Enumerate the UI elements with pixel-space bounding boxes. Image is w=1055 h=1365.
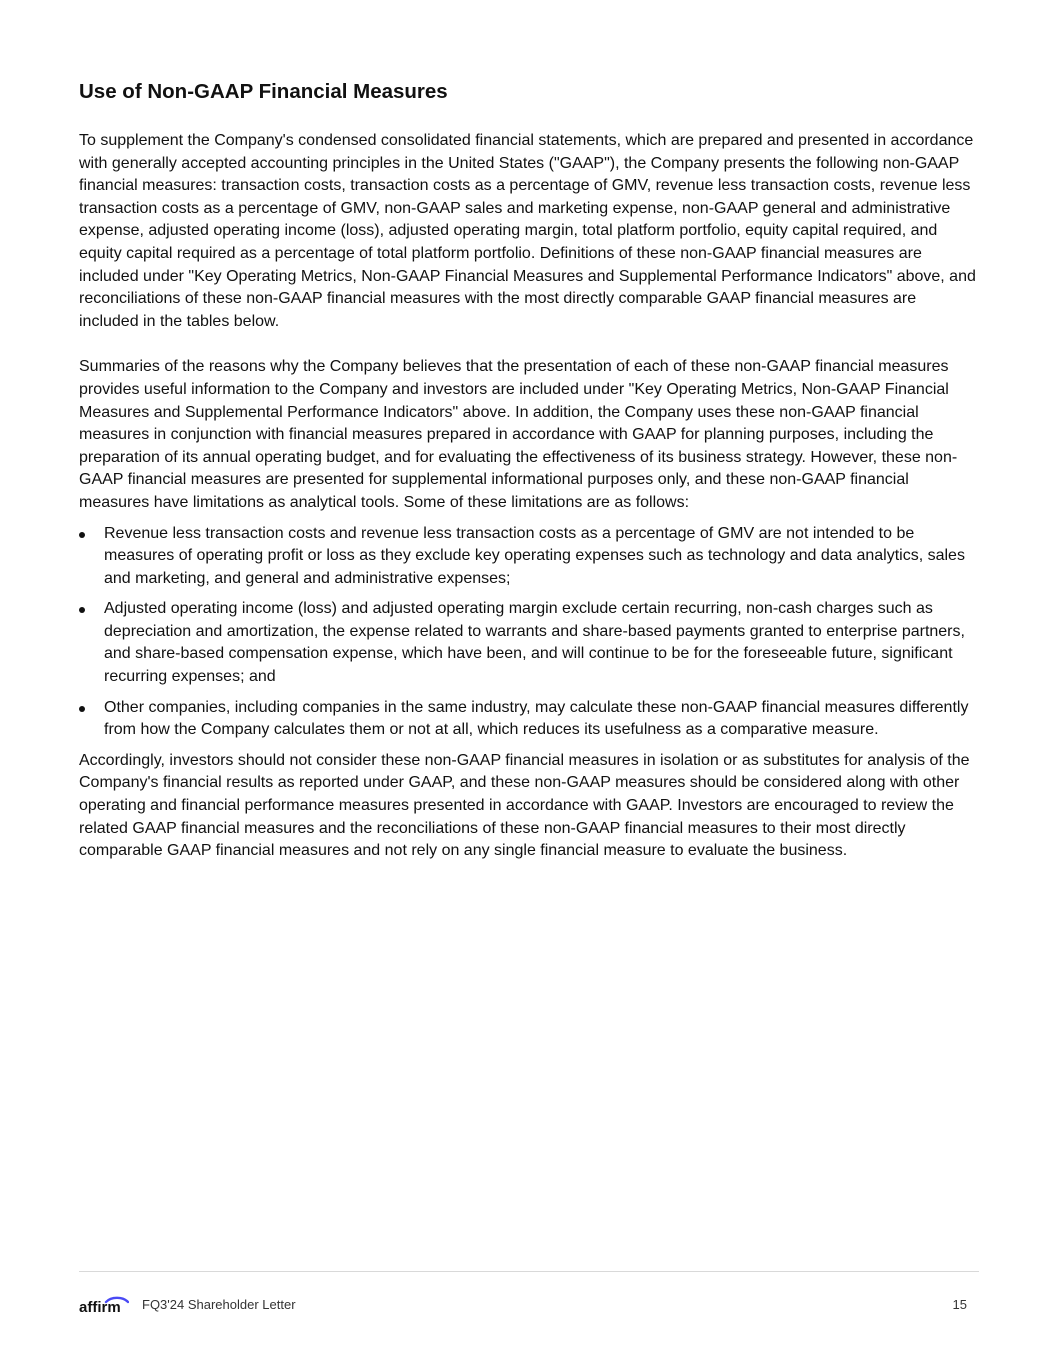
- footer-document-label: FQ3'24 Shareholder Letter: [142, 1297, 296, 1312]
- page-number: 15: [952, 1297, 967, 1312]
- page-title: Use of Non-GAAP Financial Measures: [79, 80, 448, 103]
- list-item: [79, 598, 979, 688]
- list-item: [79, 697, 979, 742]
- list-item-text: Revenue less transaction costs and revenue less transaction costs as a percentage of GMV are not intended to be measures of operating profit or loss as they exclude key operating expenses such as technology and data analytics, sales and marketing, and general and administrative expenses;: [104, 524, 965, 587]
- list-item: [79, 523, 979, 591]
- list-item-text: Adjusted operating income (loss) and adjusted operating margin exclude certain recurring, non-cash charges such as depreciation and amortization, the expense related to warrants and share-based payments granted to enterprise partners, and share-based compensation expense, which have been, and will continue to be for the foreseeable future, significant recurring expenses; and: [104, 600, 965, 686]
- bullet-dot-icon: [79, 607, 85, 613]
- body-content: [79, 130, 979, 863]
- logo-wordmark: affirm: [79, 1299, 121, 1315]
- list-item-text: Other companies, including companies in the same industry, may calculate these non-GAAP financial measures differently from how the Company calculates them or not at all, which reduces its usefulness as a comparative measure.: [104, 698, 969, 739]
- conclusion-paragraph: Accordingly, investors should not consider these non-GAAP financial measures in isolation or as substitutes for analysis of the Company's financial results as reported under GAAP, and these non-GAAP measures should be considered along with other operating and financial performance measures presented in accordance with GAAP. Investors are encouraged to review the related GAAP financial measures and the reconciliations of these non-GAAP financial measures to their most directly comparable GAAP financial measures and not rely on any single financial measure to evaluate the business.: [79, 751, 970, 860]
- affirm-logo: [79, 1291, 129, 1315]
- footer-divider: [79, 1271, 979, 1272]
- summary-paragraph: Summaries of the reasons why the Company believes that the presentation of each of these non-GAAP financial measures provides useful information to the Company and investors are included under "Key Operating Metrics, Non-GAAP Financial Measures and Supplemental Performance Indicators" above. In addition, the Company uses these non-GAAP financial measures in conjunction with financial measures prepared in accordance with GAAP for planning purposes, including the preparation of its annual operating budget, and for evaluating the effectiveness of its business strategy. However, these non-GAAP financial measures are presented for supplemental informational purposes only, and these non-GAAP financial measures have limitations as analytical tools. Some of these limitations are as follows:: [79, 358, 958, 511]
- limitations-list: [79, 523, 979, 742]
- bullet-dot-icon: [79, 706, 85, 712]
- intro-paragraph: To supplement the Company's condensed consolidated financial statements, which are prepared and presented in accordance with generally accepted accounting principles in the United States ("GAAP"), the Company presents the following non-GAAP financial measures: transaction costs, transaction costs as a percentage of GMV, revenue less transaction costs, revenue less transaction costs as a percentage of GMV, non-GAAP sales and marketing expense, non-GAAP general and administrative expense, adjusted operating income (loss), adjusted operating margin, total platform portfolio, equity capital required, and equity capital required as a percentage of total platform portfolio. Definitions of these non-GAAP financial measures are included under "Key Operating Metrics, Non-GAAP Financial Measures and Supplemental Performance Indicators" above, and reconciliations of these non-GAAP financial measures with the most directly comparable GAAP financial measures are included in the tables below.: [79, 132, 976, 330]
- bullet-dot-icon: [79, 532, 85, 538]
